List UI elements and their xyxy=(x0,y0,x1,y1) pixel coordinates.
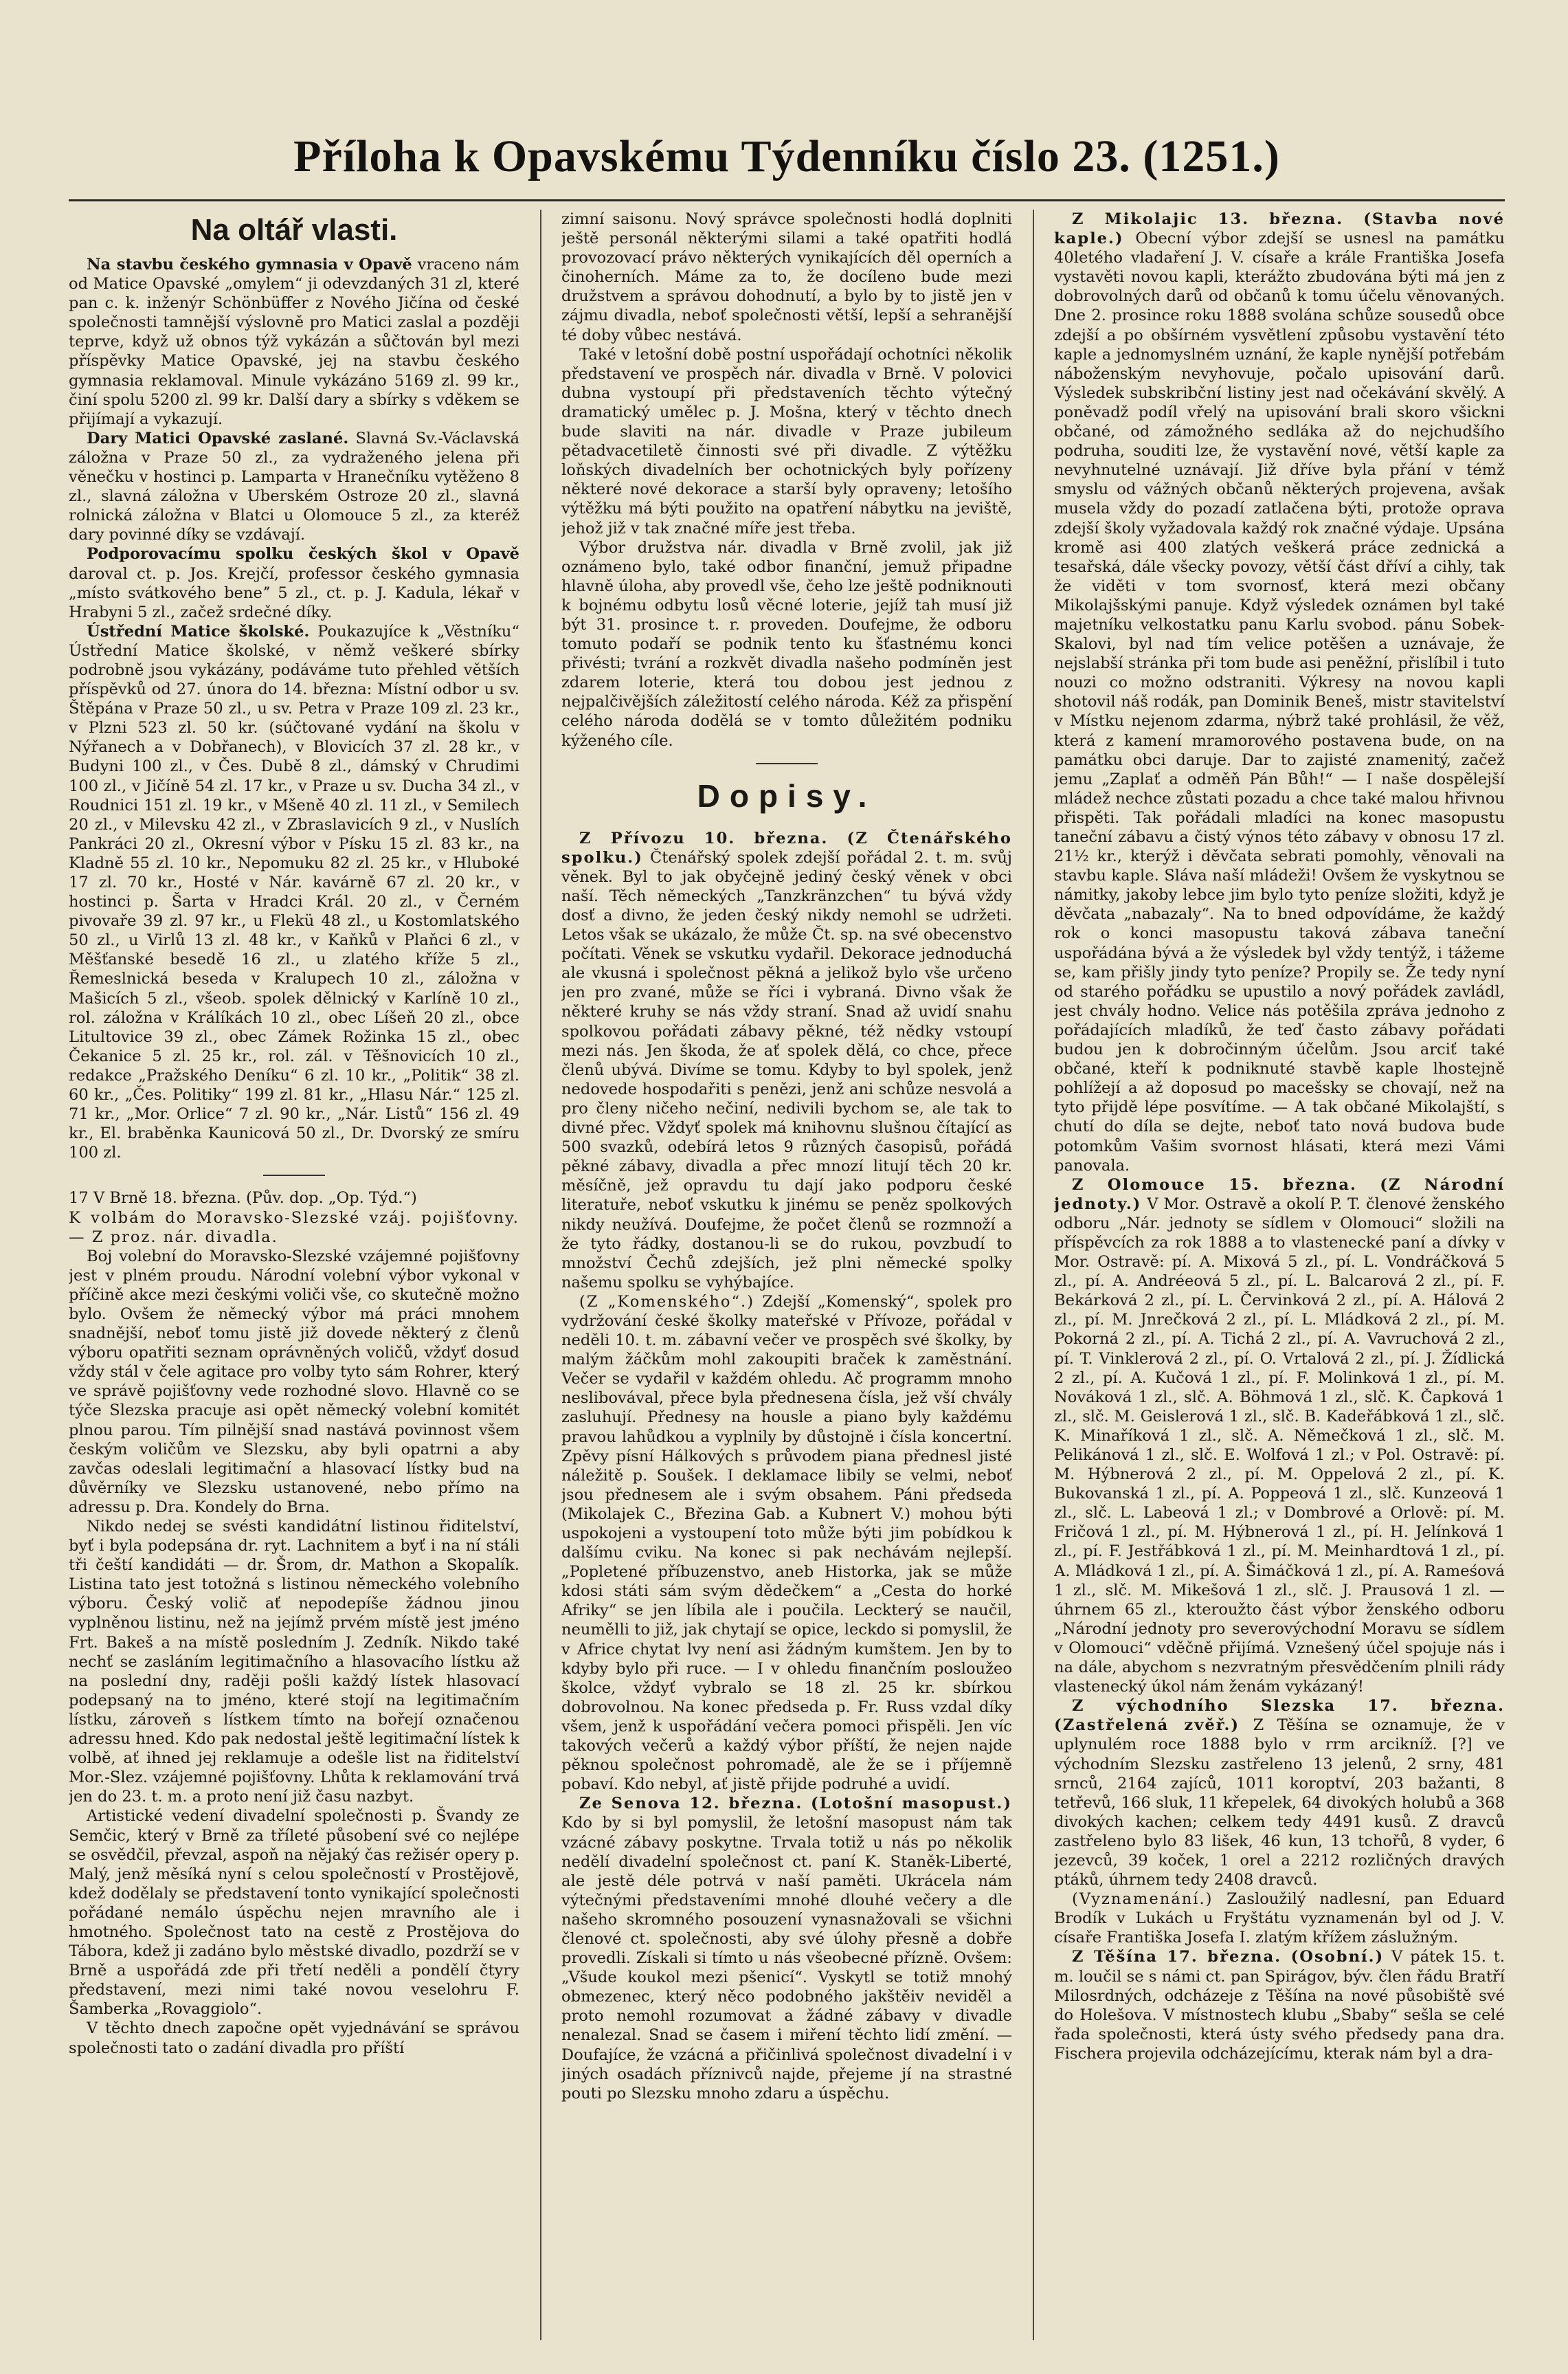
paragraph-lead: Na stavbu českého gymnasia v Opavě xyxy=(87,256,412,274)
column-divider xyxy=(1033,210,1034,2340)
paragraph-text: daroval ct. p. Jos. Krejčí, professor českého gymnasia „místo svátkového beneˮ 5 zl., ct. p. J. Kadula, lékař v Hrabyni 5 zl., začež srdečné díky. xyxy=(69,564,519,621)
letter xyxy=(1054,1947,1505,2063)
section-separator xyxy=(756,763,818,764)
column-divider xyxy=(540,210,541,2340)
letter-lead: Z východního Slezska 17. března. (Zastřelená zvěř.) xyxy=(1054,1697,1505,1735)
newspaper-page xyxy=(69,62,1505,2323)
paragraph xyxy=(69,544,519,621)
paragraph xyxy=(69,622,519,1163)
letter-lead: (Vyznamenání.) xyxy=(1072,1890,1213,1909)
paragraph: Výbor družstva nár. divadla v Brně zvolil, jak již oznámeno bylo, také odbor finanční, jemuž připadne hlavně úloha, aby provedl vše, čeho lze ještě podniknouti k bojnému odbytu losů věcné loterie, jejíž tah musí již být 31. prosince t. r. proveden. Doufejme, že odboru tomuto podaří se podnik tento ku šťastnému konci přivésti; tvrání a rozkvět divadla našeho podmíněn jest zdarem loterie, která tou dobou jest jednou z nejpalčivějších záležitostí celého národa. Kéž za přispění celého národa dodělá se v tomto důležitém podniku kýženého cíle. xyxy=(561,538,1012,750)
section-heading: Dopisy. xyxy=(697,777,877,814)
paragraph xyxy=(69,429,519,545)
paragraph: zimní saisonu. Nový správce společnosti hodlá doplniti ještě personál některými silami a také opatřiti hodlá provozovací právo některých vynikajících děl operních a činoherních. Máme za to, že docíleno bude mezi družstvem a správou dohodnutí, a bylo by to jistě jen v zájmu divadla, neboť společnosti větší, lepší a sehranější té doby vůbec nestává. xyxy=(561,210,1012,344)
masthead-rule xyxy=(69,199,1505,201)
paragraph: Nikdo nedej se svésti kandidátní listinou řiditelství, byť i byla podepsána dr. ryt. Lachnitem a byť i na ní stáli tři čeští kandidáti — dr. Šrom, dr. Mathon a Skopalík. Listina tato jest totožná s listinou německého volebního výboru. Český volič ať nepodepíše žádnou jinou vyplněnou listinu, než na jejímž prvém místě jest jméno Frt. Bakeš a na místě posledním J. Zedník. Nikdo také nechť se zasláním legitimačního a hlasovacího lístku až na poslední dny, raději pošli každý lístek hlasovací podepsaný na to jméno, které stojí na legitimačním lístku, zároveň s lístkem tímto na bořejí označenou adressu hned. Kdo pak nedostal ještě legitimační lístek k volbě, ať ihned jej reklamuje a odešle list na řiditelství Mor.-Slez. vzájemné pojišťovny. Lhůta k reklamování trvá jen do 23. t. m. a proto není již času nazbyt. xyxy=(69,1518,519,1806)
column-3 xyxy=(1054,210,1505,2347)
masthead-title: Příloha k Opavskému Týdenníku číslo 23. (1251.) xyxy=(293,131,1280,181)
section-separator xyxy=(263,1175,325,1176)
letter-lead: Z Olomouce 15. března. (Z Národní jednoty.) xyxy=(1054,1175,1505,1213)
letter-text: Zdejší „Komenský“, spolek pro vydržování české školky mateřské v Přívoze, pořádal v neděli 10. t. m. zábavní večer ve prospěch své školky, by malým žáčkům mohl zakoupiti braček k zaměstnání. Večer se vydařil v každém ohledu. Ač programm mnoho neslibovával, přece byla přednesena čísla, jež vší chvály zasluhují. Přednesy na housle a piano byly každému pravou lahůdkou a vyplnily by důstojně i čísla koncertní. Zpěvy písní Hálkových s průvodem piana přednesl jisté náležitě p. Soušek. I deklamace libily se velmi, neboť jsou přednesem ale i svým obsahem. Páni předseda (Mikolajek C., Březina Gab. a Kubnert V.) mohou býti uspokojeni a vystoupení toto může býti jim pobídkou k dalšímu cviku. Na konec si pak nechávám nejlepší. „Popletené příbuzenstvo, aneb Historka, jak se může kdosi státi sám svým dědečkem“ a „Cesta do horké Afriky“ se jen líbila ale i poučila. Leckterý se naučil, neumělli to již, jak chytají se opice, leckdo si pomyslil, že v Africe chytat lvy není asi žádným kumštem. Jen by to kdyby bylo při ruce. — I v ohledu finančním posloužeo školce, vždyť vybralo se 18 zl. 25 kr. sbírkou dobrovolnou. Na konec předseda p. Fr. Russ vzdal díky všem, jenž k uspořádání večera pomoci přispěli. Jen víc takových večerů a každý výbor příští, že nejen najde pěknou společnost pohromadě, ale že se i příjemně pobaví. Kdo nebyl, ať jistě přijde podruhé a uvidí. xyxy=(561,1292,1012,1794)
paragraph-text: Poukazujíce k „Věstníku“ Ústřední Matice školské, v němž veškeré sbírky podrobně jsou vykázány, podáváme tuto přehled větších příspěvků od 27. února do 14. března: Místní odbor u sv. Štěpána v Praze 50 zl., u sv. Petra v Praze 109 zl. 23 kr., v Plzni 523 zl. 50 kr. (súčtované vydání na školu v Nýřanech a v Dobřanech), v Blovicích 37 zl. 28 kr., v Budyni 100 zl., v Čes. Dubě 8 zl., dámský v Chrudimi 100 zl., v Jičíně 54 zl. 17 kr., v Praze u sv. Ducha 34 zl., v Roudnici 151 zl. 19 kr., v Mšeně 40 zl. 11 zl., v Semilech 20 zl., v Milevsku 42 zl., v Zbraslavicích 9 zl., v Nuslích Pankráci 20 zl., Okresní výbor v Písku 15 zl. 83 kr., na Kladně 55 zl. 10 kr., Nepomuku 82 zl. 25 kr., v Hluboké 17 zl. 70 kr., Hosté v Nár. kavárně 67 zl. 20 kr., v hostinci p. Šarta v Hradci Král. 20 zl., v Černém pivovaře 39 zl. 97 kr., u Flekü 48 zl., u Kostomlatského 50 zl., u Virlů 13 zl. 48 kr., v Kaňků v Plaňci 6 zl., v Měšťanské besedě 16 zl., u zlatého kříže 5 zl., Řemeslnická beseda v Kralupech 10 zl., záložna v Mašicích 5 zl., všeob. spolek dělnický v Karlíně 10 zl., rol. záložna v Králíkách 10 zl., obec Líšeň 20 zl., obce Litultovice 39 zl., obec Zámek Rožinka 15 zl., obec Čekanice 5 zl. 25 kr., rol. zál. v Těšnovicích 10 zl., redakce „Pražského Deníku“ 6 zl. 10 kr., „Politik“ 38 zl. 60 kr., „Čes. Politiky“ 199 zl. 81 kr., „Hlasu Nár.“ 125 zl. 71 kr., „Mor. Orlice“ 7 zl. 90 kr., „Nár. Listů“ 156 zl. 49 kr., El. braběnka Kaunicová 50 zl., Dr. Dvorský ze smíru 100 zl. xyxy=(69,622,519,1162)
letter-text: Zasloužilý nadlesní, pan Eduard Brodík v Lukách u Fryštátu vyznamenán byl od J. V. císaře Františka Josefa I. zlatým křížem záslužným. xyxy=(1054,1890,1505,1947)
letter xyxy=(561,829,1012,1292)
letter-lead: (Z „Komenského“.) xyxy=(579,1292,755,1311)
letter xyxy=(1054,1696,1505,1889)
paragraph: Boj volební do Moravsko-Slezské vzájemné pojišťovny jest v plném proudu. Národní volební výbor vykonal v příčině akce mezi českými voliči vše, co skutečně možno bylo. Ovšem že německý výbor má práci mnohem snadnější, neboť tomu jistě již dovede některý z členů výboru opatřiti seznam oprávněných voličů, vždyť dosud vždy stál v čele agitace pro volby tyto sám Rohrer, který ve správě pojišťovny vede rozhodné slovo. Hlavně co se týče Slezska pracuje asi opět německý volební komitét plnou parou. Tím pilnější snad nastává povinnost všem českým voličům ve Slezsku, aby byli opatrni a aby zavčas odeslali legitimační a hlasovací lístky bud na důvěrníky ve Slezsku ustanovené, nebo přímo na adressu p. Dra. Kondely do Brna. xyxy=(69,1247,519,1516)
letter-text: V pátek 15. t. m. loučil se s námi ct. pan Spirágov, býv. člen řádu Bratří Milosrdných, odcházeje z Těšína na nové působiště své do Holešova. V místnostech klubu „Sbaby“ sešla se celé řada společnosti, která ústy svého předsedy pana dra. Fischera projevila odcházejícímu, kterak nám byl a dra- xyxy=(1054,1948,1505,2063)
letter xyxy=(1054,1889,1505,1947)
letter xyxy=(1054,1175,1505,1697)
paragraph xyxy=(69,255,519,429)
letter-text: Obecní výbor zdejší se usnesl na památku 40letého vladaření J. V. císaře a krále Františka Josefa vystavěti novou kapli, kterážto zbudována býti má jen z dobrovolných darů od občanů k tomu účelu věnovaných. Dne 2. prosince roku 1888 svolána schůze sousedů obce zdejší a po obšírném vysvětlení způsobu vystavění této kaple a jednomyslném uznání, že kaple nynější potřebám náboženským nevyhovuje, počalo upisování darů. Výsledek subskribční listiny jest nad očekávání skvělý. A poněvadž podíl vřelý na upisování brali skoro všickni občané, od zámožného sedláka až do nejchudšího podruha, souditi lze, že vystavění nové, větší kaple za nevyhnutelné uznávají. Již dříve byla přání v témž smyslu od vážných občanů některých projevena, avšak musela vždy do pozadí zatlačena býti, protože oprava zdejší školy vyžadovala každý rok značné výdaje. Upsána kromě asi 400 zlatých veškerá práce zednická a tesařská, dále všecky povozy, větší část dříví a cihly, tak že viděti v tom svornosť, která mezi občany Mikolajšskými panuje. Když výsledek oznámen byl také majetníku velkostatku panu Karlu svobod. pánu Sobek-Skalovi, byl nad tím velice potěšen a uznávaje, že nejslabší stránka při tom bude asi peněžní, přislíbil i tuto nouzi co možno odstraniti. Výkresy na novou kapli shotovil náš rodák, pan Dominik Beneš, mistr stavitelství v Místku nejenom zdarma, nýbrž také prohlásil, že věž, která z kamení mramorového postavena bude, on na památku obci daruje. Dar to zajisté znamenitý, začež jemu „Zaplať a odměň Pán Bůh!“ — I naše dospělejší mládež nechce zůstati pozadu a chce také malou hřivnou přispěti. Tak pořádali mladíci na konec masopustu taneční zábavu a čistý výnos této zábavy v obnosu 17 zl. 21½ kr., kterýž i děvčata sebrati pomohly, věnovali na stavbu kaple. Sláva naší mládeži! Ovšem že vyskytnou se námitky, jakoby lebce jim bylo tyto peníze složiti, když je děvčata „nabazaly“. Na to bned odpovídáme, že každý rok o konci masopustu taková zábava taneční uspořádána bývá a že výsledek byl vždy tentýž, i tážeme se, kam přišly jindy tyto peníze? Propily se. Že tedy nyní od starého pořádku se upustilo a nový pořádek zavládl, jest chvály hodno. Velice nás potěšila zpráva jednoho z pořádajících mladíků, že teď často zábavy pořádati budou jen k dobročinným účelům. Jsou arciť také občané, kteří k podniknuté stavbě kaple lhostejně pohlížejí a až doposud po macešsky se chovají, než na tyto přijdě lépe posvítíme. — A tak občané Mikolajští, s chutí do díla se dejte, neboť tato nová budova bude potomkům Vašim svornost hlásati, která mezi Vámi panovala. xyxy=(1054,230,1505,1175)
letter-lead: Ze Senova 12. března. (Lotošní masopust.) xyxy=(579,1795,1012,1813)
paragraph-text: vraceno nám od Matice Opavské „omylem“ ji odevzdaných 31 zl, které pan c. k. inženýr Schönbüffer z Nového Jičína od české společnosti tamnější výslovně pro Matici zaslal a později teprve, když už obnos týž vykázán a sůčtován byl mezi příspěvky Matice Opavské, jej na stavbu českého gymnasia reklamoval. Minule vykázáno 5169 zl. 99 kr., činí spolu 5200 zl. 99 kr. Další dary a sbírky s vděkem se přijímají a vykazují. xyxy=(69,256,519,428)
letter-text: Z Těšína se oznamuje, že v uplynulém roce 1888 bylo v rrm arcikníž. [?] ve východním Slezsku zastřeleno 13 jelenů, 2 srny, 481 srnců, 2164 zajíců, 1011 koroptví, 203 bažanti, 8 tetřevů, 166 sluk, 11 křepelek, 64 divokých holubů a 368 divokých kachen; celkem tedy 4491 kusů. Z dravců zastřeleno bylo 83 lišek, 46 kun, 13 tchořů, 8 vyder, 6 jezevců, 39 koček, 1 orel a 2212 rozličných dravých ptáků, úhrnem tedy 2408 dravců. xyxy=(1054,1716,1505,1889)
letter-lead: Z Přívozu 10. března. (Z Čtenářského spolku.) xyxy=(561,829,1012,867)
article-title: K volbám do Moravsko-Slezské vzáj. pojišťovny. — Z proz. nár. divadla. xyxy=(69,1208,519,1246)
paragraph-text: Slavná Sv.-Václavská záložna v Praze 50 zl., za vydraženého jelena při věnečku v hostinci p. Lamparta v Hranečníku vytěženo 8 zl., slavná záložna v Uberském Ostroze 20 zl., slavná rolnická záložna v Blatci u Olomouce 5 zl., za kteréž dary povinné díky se vzdávají. xyxy=(69,429,519,544)
section-heading: Na oltář vlasti. xyxy=(190,213,398,247)
paragraph: Také v letošní době postní uspořádají ochotníci několik představení ve prospěch nár. divadla v Brně. V polovici dubna vystoupí při představeních těchto výtečný dramatický umělec p. J. Mošna, který v těchto dnech bude slaviti na nár. divadle v Praze jubileum pětadvacetiletě činnosti své při divadle. Z výtěžku loňských divadelních ber ochotnických byly pořízeny některé nové dekorace a starší byly opraveny; letošího výtěžku má býti použito na opatření nábytku na jeviště, jehož již v tak značné míře jest třeba. xyxy=(561,345,1012,537)
letter-lead: Z Mikolajic 13. března. (Stavba nové kaple.) xyxy=(1054,210,1505,248)
letter-text: Kdo by si byl pomyslil, že letošní masopust nám tak vzácné zábavy poskytne. Trvala totiž u nás po několik nedělí divadelní společnost ct. paní K. Staněk-Liberté, ale jestě déle potrvá v naší paměti. Ukrácela nám výtečnými představeními mnohé dlouhé večery a dle našeho skromného posouzení vynasnažovali se všichni členové ct. společnosti, aby své úlohy přesně a dobře provedli. Získali si tímto u nás všeobecné přízně. Ovšem: „Všude koukol mezi pšenicí“. Vyskytl se totiž mnohý obmezenec, který něco podobného jakštěiv neviděl a proto nemohl rozumovat a žádné zábavy v divadle nenalezal. Snad se časem i miření těchto lidí změní. — Doufajíce, že vzácná a přičinlivá společnost divadelní i v jiných osadách příznivců najde, přejeme jí na strastné pouti po Slezsku mnoho zdaru a úspěchu. xyxy=(561,1814,1012,2103)
paragraph-lead: Podporovacímu spolku českých škol v Opavě xyxy=(87,545,519,564)
letter-text: V Mor. Ostravě a okolí P. T. členové ženského odboru „Nár. jednoty se sídlem v Olomouci“ složili na příspěvcích za rok 1888 a to vlastenecké paní a dívky v Mor. Ostravě: pí. A. Mixová 5 zl., pí. L. Vondráčková 5 zl., pí. A. Andréeová 5 zl., pí. L. Balcarová 2 zl., pí. F. Bekárková 2 zl., pí. L. Červinková 2 zl., pí. A. Hálová 2 zl., pí. M. Jnrečková 2 zl., pí. L. Mládková 2 zl., pí. M. Pokorná 2 zl., pí. A. Tichá 2 zl., pí. A. Vavruchová 2 zl., pí. T. Vinklerová 2 zl., pí. O. Vrtalová 2 zl., pí. J. Žídlická 2 zl., pí. A. Kučová 1 zl., pí. F. Molinková 1 zl., pí. M. Nováková 1 zl., slč. A. Böhmová 1 zl., slč. K. Čapková 1 zl., slč. M. Geislerová 1 zl., slč. B. Kadeřábková 1 zl., slč. K. Minaříková 1 zl., slč. A. Němečková 1 zl., slč. M. Pelikánová 1 zl., slč. E. Wolfová 1 zl.; v Pol. Ostravě: pí. M. Hýbnerová 2 zl., pí. M. Oppelová 2 zl., pí. K. Bukovanská 1 zl., pí. A. Poppeová 1 zl., slč. Kunzeová 1 zl., slč. L. Labeová 1 zl.; v Dombrové a Orlově: pí. M. Fričová 1 zl., pí. M. Hýbnerová 1 zl., pí. H. Jelínková 1 zl., pí. F. Jestřábková 1 zl., pí. M. Meinhardtová 1 zl., pí. A. Mládková 1 zl., pí. A. Šimáčková 1 zl., pí. A. Rameśová 1 zl., slč. M. Mikešová 1 zl., slč. J. Prausová 1 zl. — úhrnem 65 zl., kteroužto část výbor ženského odboru „Národní jednoty pro severovýchodní Moravu se sídlem v Olomouci“ vděčně přijímá. Vznešený účel spojuje nás i na dále, abychom s nezvratným přesvědčením plnili rády vlastenecký úkol nám ženám vykázaný! xyxy=(1054,1195,1505,1696)
dateline: 17 V Brně 18. března. (Pův. dop. „Op. Týd.“) xyxy=(69,1189,417,1208)
paragraph-lead: Ústřední Matice školské. xyxy=(87,622,310,641)
letter xyxy=(561,1292,1012,1794)
column-1 xyxy=(69,210,519,2347)
paragraph: Artistické vedení divadelní společnosti p. Švandy ze Semčic, který v Brně za tříleté působení své co nejlépe se osvědčil, převzal, aspoň na nějaký čas režisér opery p. Malý, jenž měsíká nyní s celou společností v Prostějově, kdež dodělaly se představení tonto vynikající společnosti pořádané nemálo úspěchu nejen mravního ale i hmotného. Společnost tato na cestě z Prostějova do Tábora, kdež ji zadáno bylo městské divadlo, pozdrží se v Brně a uspořádá zde při třetí neděli a pondělí čtyry představení, mezi nimi také novou veselohru F. Šamberka „Rovaggiolo“. xyxy=(69,1807,519,2019)
column-2 xyxy=(561,210,1012,2347)
paragraph-lead: Dary Matici Opavské zaslané. xyxy=(87,429,349,447)
letter xyxy=(1054,210,1505,1175)
letter-text: Čtenářský spolek zdejší pořádal 2. t. m. svůj věnek. Byl to jak obyčejně jediný český věnek v obci naší. Těch německých „Tanzkränzchen“ tu bývá vždy dosť a divno, že jeden český nikdy nemohl se udržeti. Letos však se ukázalo, že může Čt. sp. na své obecenstvo počítati. Věnek se vskutku vydařil. Dekorace jednoduchá ale vkusná i společnost pěkná a jelikož bylo vše určeno jen pro zvané, může se říci i vybraná. Divno však že některé kruhy se nás vždy straní. Snad až uvidí snahu spolkovou pořádati zábavy pěkné, též nědky vstoupí mezi nás. Jen škoda, že ať spolek dělá, co chce, přece členů ubývá. Divíme se tomu. Kdyby to byl spolek, jenž nedovede hospodařiti s penězi, jenž ani schůze nesvolá a pro členy ničeho nečiní, nedivili bychom se, ale tak to divné přec. Vždyť spolek má knihovnu slušnou čítající as 500 svazků, odebírá letos 9 různých časopisů, pořádá pěkné zábavy, divadla a přec mnozí litují těch 20 kr. měsíčně, jež opravdu tu dají jako podporu české literatuře, neboť vskutku k jinému se peněz spolkových nikdy neužívá. Doufejme, že počet členů se rozmnoží a že tyto řádky, dostanou-li se do rukou, povzbudí to množství Čechů zdejších, jež plni německé spolky našemu spolku se vyhýbajíce. xyxy=(561,848,1012,1291)
paragraph: V těchto dnech započne opět vyjednávání se správou společnosti tato o zadání divadla pro příští xyxy=(69,2019,519,2057)
letter xyxy=(561,1794,1012,2103)
letter-lead: Z Těšína 17. března. (Osobní.) xyxy=(1072,1948,1385,1966)
